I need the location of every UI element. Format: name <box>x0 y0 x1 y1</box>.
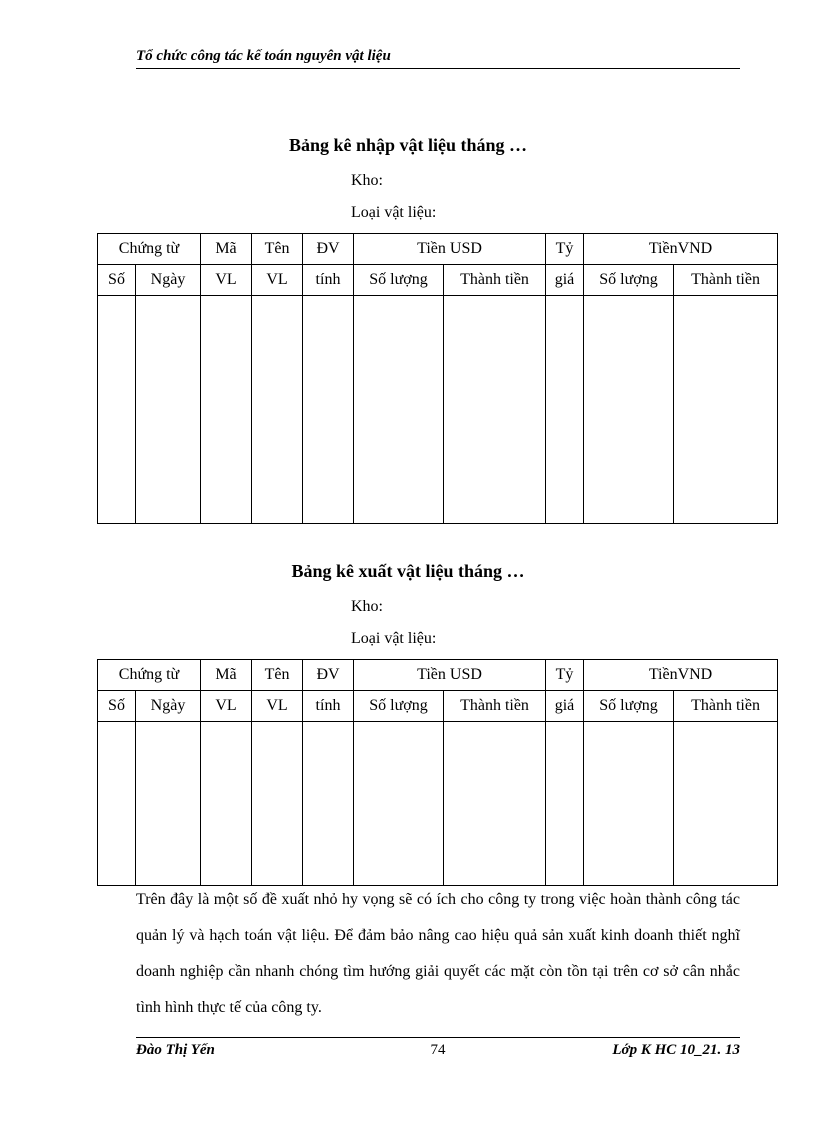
table-row <box>98 722 778 886</box>
col-tien-vnd: TiềnVND <box>584 660 778 691</box>
col-ty: Tỷ <box>546 660 584 691</box>
col-tinh: tính <box>303 265 354 296</box>
table-cell <box>136 296 201 524</box>
col-ngay: Ngày <box>136 691 201 722</box>
col-vl-ten: VL <box>252 691 303 722</box>
col-tien-usd: Tiền USD <box>354 660 546 691</box>
col-ten: Tên <box>252 234 303 265</box>
col-ma: Mã <box>201 660 252 691</box>
import-table <box>97 233 778 524</box>
import-table-title: Bảng kê nhập vật liệu tháng … <box>288 135 528 155</box>
table-cell <box>98 722 136 886</box>
table-cell <box>354 722 444 886</box>
col-vl-ma: VL <box>201 691 252 722</box>
paragraph-text: Trên đây là một số đề xuất nhỏ hy vọng sẽ có ích cho công ty trong việc hoàn thành công tác quản lý và hạch toán vật liệu. Để đảm bảo nâng cao hiệu quả sản xuất kinh doanh thiết nghĩ doanh nghiệp cần nhanh chóng tìm hướng giải quyết các mặt còn tồn tại trên cơ sở cân nhắc tình hình thực tế của công ty. <box>136 891 740 1016</box>
import-warehouse-label: Kho: <box>351 172 383 189</box>
table-cell <box>303 296 354 524</box>
table-cell <box>546 722 584 886</box>
footer-page-number: 74 <box>430 1042 446 1058</box>
export-warehouse-label: Kho: <box>351 598 383 615</box>
col-tien-vnd: TiềnVND <box>584 234 778 265</box>
footer-class: Lớp K HC 10_21. 13 <box>612 1042 740 1058</box>
footer-author: Đào Thị Yến <box>136 1042 215 1058</box>
closing-paragraph <box>136 882 740 1026</box>
table-cell <box>444 296 546 524</box>
col-ten: Tên <box>252 660 303 691</box>
table-cell <box>354 296 444 524</box>
export-table-title: Bảng kê xuất vật liệu tháng … <box>291 561 525 581</box>
col-so-luong-usd: Số lượng <box>354 265 444 296</box>
col-vl-ten: VL <box>252 265 303 296</box>
col-thanh-tien-vnd: Thành tiền <box>674 265 778 296</box>
col-so-luong-usd: Số lượng <box>354 691 444 722</box>
col-thanh-tien-usd: Thành tiền <box>444 691 546 722</box>
table-cell <box>584 722 674 886</box>
col-gia: giá <box>546 691 584 722</box>
col-ma: Mã <box>201 234 252 265</box>
col-dv: ĐV <box>303 660 354 691</box>
col-vl-ma: VL <box>201 265 252 296</box>
col-tien-usd: Tiền USD <box>354 234 546 265</box>
col-ngay: Ngày <box>136 265 201 296</box>
col-so: Số <box>98 691 136 722</box>
table-cell <box>201 722 252 886</box>
col-dv: ĐV <box>303 234 354 265</box>
table-cell <box>252 722 303 886</box>
table-cell <box>201 296 252 524</box>
table-cell <box>444 722 546 886</box>
page-header: Tổ chức công tác kế toán nguyên vật liệu <box>136 48 740 69</box>
table-cell <box>674 296 778 524</box>
col-ty: Tỷ <box>546 234 584 265</box>
export-material-type-label: Loại vật liệu: <box>351 630 437 647</box>
table-cell <box>546 296 584 524</box>
table-row <box>98 296 778 524</box>
col-so-luong-vnd: Số lượng <box>584 265 674 296</box>
table-cell <box>98 296 136 524</box>
table-cell <box>674 722 778 886</box>
col-so: Số <box>98 265 136 296</box>
table-cell <box>584 296 674 524</box>
table-cell <box>136 722 201 886</box>
table-cell <box>303 722 354 886</box>
col-thanh-tien-usd: Thành tiền <box>444 265 546 296</box>
col-chung-tu: Chứng từ <box>98 660 201 691</box>
col-tinh: tính <box>303 691 354 722</box>
col-gia: giá <box>546 265 584 296</box>
table-cell <box>252 296 303 524</box>
import-material-type-label: Loại vật liệu: <box>351 204 437 221</box>
col-chung-tu: Chứng từ <box>98 234 201 265</box>
page-footer <box>136 1037 740 1066</box>
col-so-luong-vnd: Số lượng <box>584 691 674 722</box>
col-thanh-tien-vnd: Thành tiền <box>674 691 778 722</box>
export-table <box>97 659 778 886</box>
